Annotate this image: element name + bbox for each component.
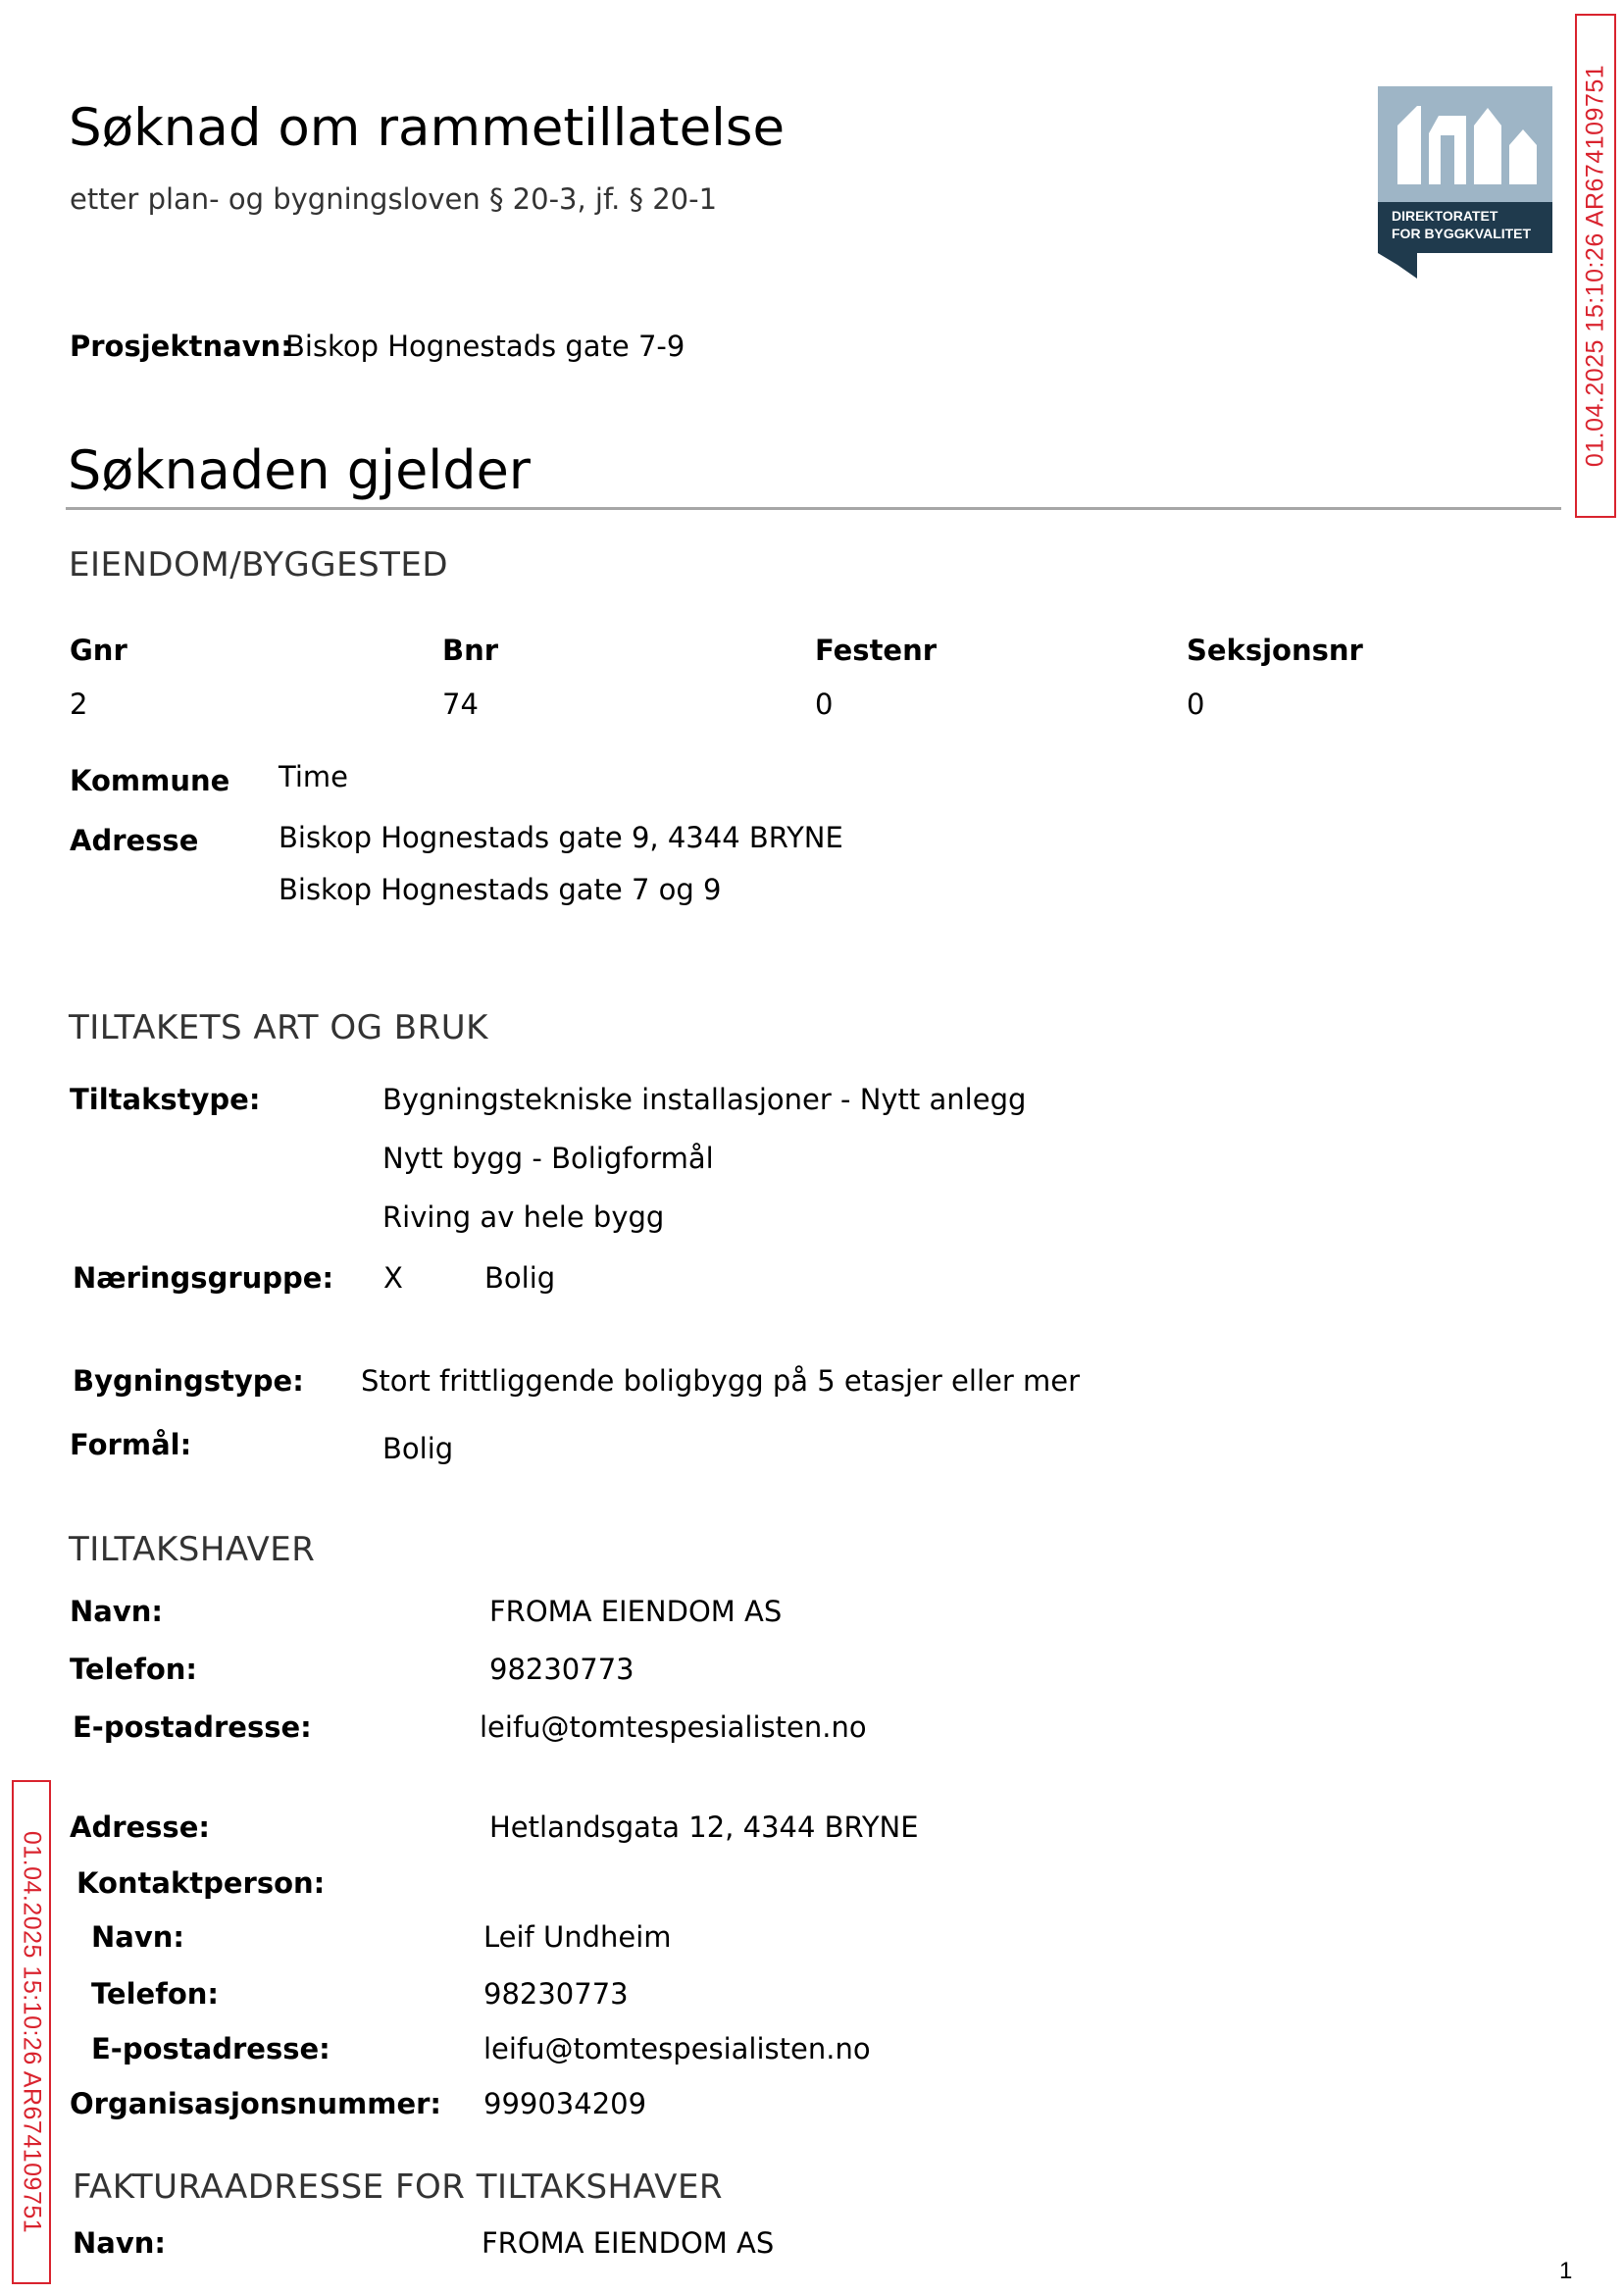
- stamp-left-text: 01.04.2025 15:10:26 AR674109751: [18, 1830, 46, 2234]
- owner-navn-value: FROMA EIENDOM AS: [489, 1595, 783, 1628]
- project-value: Biskop Hognestads gate 7-9: [285, 330, 685, 363]
- kontakt-telefon-value: 98230773: [483, 1977, 629, 2011]
- property-heading: EIENDOM/BYGGESTED: [69, 545, 449, 585]
- page-number: 1: [1559, 2258, 1573, 2284]
- invoice-heading: FAKTURAADRESSE FOR TILTAKSHAVER: [73, 2167, 724, 2207]
- owner-navn-label: Navn:: [70, 1595, 163, 1628]
- adresse-label: Adresse: [70, 824, 199, 857]
- dibk-logo: [1378, 86, 1552, 279]
- section-title: Søknaden gjelder: [68, 439, 531, 501]
- owner-adresse-value: Hetlandsgata 12, 4344 BRYNE: [489, 1810, 919, 1844]
- col-seksjonsnr: Seksjonsnr: [1187, 634, 1363, 667]
- bygningstype-label: Bygningstype:: [73, 1364, 304, 1398]
- col-festenr: Festenr: [815, 634, 938, 667]
- invoice-navn-label: Navn:: [73, 2226, 166, 2260]
- stamp-top-right-text: 01.04.2025 15:10:26 AR674109751: [1581, 64, 1609, 468]
- owner-heading: TILTAKSHAVER: [69, 1530, 316, 1569]
- adresse-line1: Biskop Hognestads gate 9, 4344 BRYNE: [279, 821, 843, 854]
- formal-value: Bolig: [382, 1432, 454, 1465]
- tiltakstype-label: Tiltakstype:: [70, 1083, 261, 1116]
- kontakt-navn-value: Leif Undheim: [483, 1920, 672, 1954]
- project-label: Prosjektnavn:: [70, 330, 292, 363]
- naeringsgruppe-label: Næringsgruppe:: [73, 1261, 334, 1295]
- kontakt-label: Kontaktperson:: [76, 1866, 326, 1900]
- section-divider: [66, 507, 1561, 510]
- owner-epost-value: leifu@tomtespesialisten.no: [480, 1710, 867, 1744]
- formal-label: Formål:: [70, 1428, 192, 1461]
- bygningstype-value: Stort frittliggende boligbygg på 5 etasjer eller mer: [361, 1364, 1081, 1398]
- owner-telefon-label: Telefon:: [70, 1653, 197, 1686]
- naeringsgruppe-code: X: [383, 1261, 403, 1295]
- kontakt-telefon-label: Telefon:: [91, 1977, 219, 2011]
- invoice-navn-value: FROMA EIENDOM AS: [482, 2226, 775, 2260]
- kommune-label: Kommune: [70, 764, 230, 797]
- dibk-logo-graphic: [1378, 86, 1552, 279]
- stamp-top-right: [1575, 14, 1616, 518]
- value-bnr: 74: [442, 688, 479, 721]
- adresse-line2: Biskop Hognestads gate 7 og 9: [279, 873, 722, 906]
- owner-epost-label: E-postadresse:: [73, 1710, 312, 1744]
- stamp-left: [12, 1780, 51, 2284]
- owner-adresse-label: Adresse:: [70, 1810, 210, 1844]
- value-gnr: 2: [70, 688, 88, 721]
- col-bnr: Bnr: [442, 634, 499, 667]
- logo-text-line2: FOR BYGGKVALITET: [1392, 226, 1532, 241]
- col-gnr: Gnr: [70, 634, 127, 667]
- logo-text-line1: DIREKTORATET: [1392, 208, 1498, 224]
- tiltakstype-value-3: Riving av hele bygg: [382, 1200, 665, 1234]
- document-subtitle: etter plan- og bygningsloven § 20-3, jf. § 20-1: [70, 182, 718, 216]
- value-seksjonsnr: 0: [1187, 688, 1205, 721]
- measure-heading: TILTAKETS ART OG BRUK: [69, 1008, 488, 1047]
- kontakt-navn-label: Navn:: [91, 1920, 184, 1954]
- orgnr-value: 999034209: [483, 2087, 647, 2120]
- naeringsgruppe-value: Bolig: [484, 1261, 556, 1295]
- owner-telefon-value: 98230773: [489, 1653, 634, 1686]
- document-title: Søknad om rammetillatelse: [69, 98, 786, 158]
- tiltakstype-value-2: Nytt bygg - Boligformål: [382, 1142, 714, 1175]
- kontakt-epost-label: E-postadresse:: [91, 2032, 330, 2065]
- value-festenr: 0: [815, 688, 834, 721]
- tiltakstype-value-1: Bygningstekniske installasjoner - Nytt anlegg: [382, 1083, 1027, 1116]
- kontakt-epost-value: leifu@tomtespesialisten.no: [483, 2032, 871, 2065]
- kommune-value: Time: [279, 760, 348, 793]
- orgnr-label: Organisasjonsnummer:: [70, 2087, 442, 2120]
